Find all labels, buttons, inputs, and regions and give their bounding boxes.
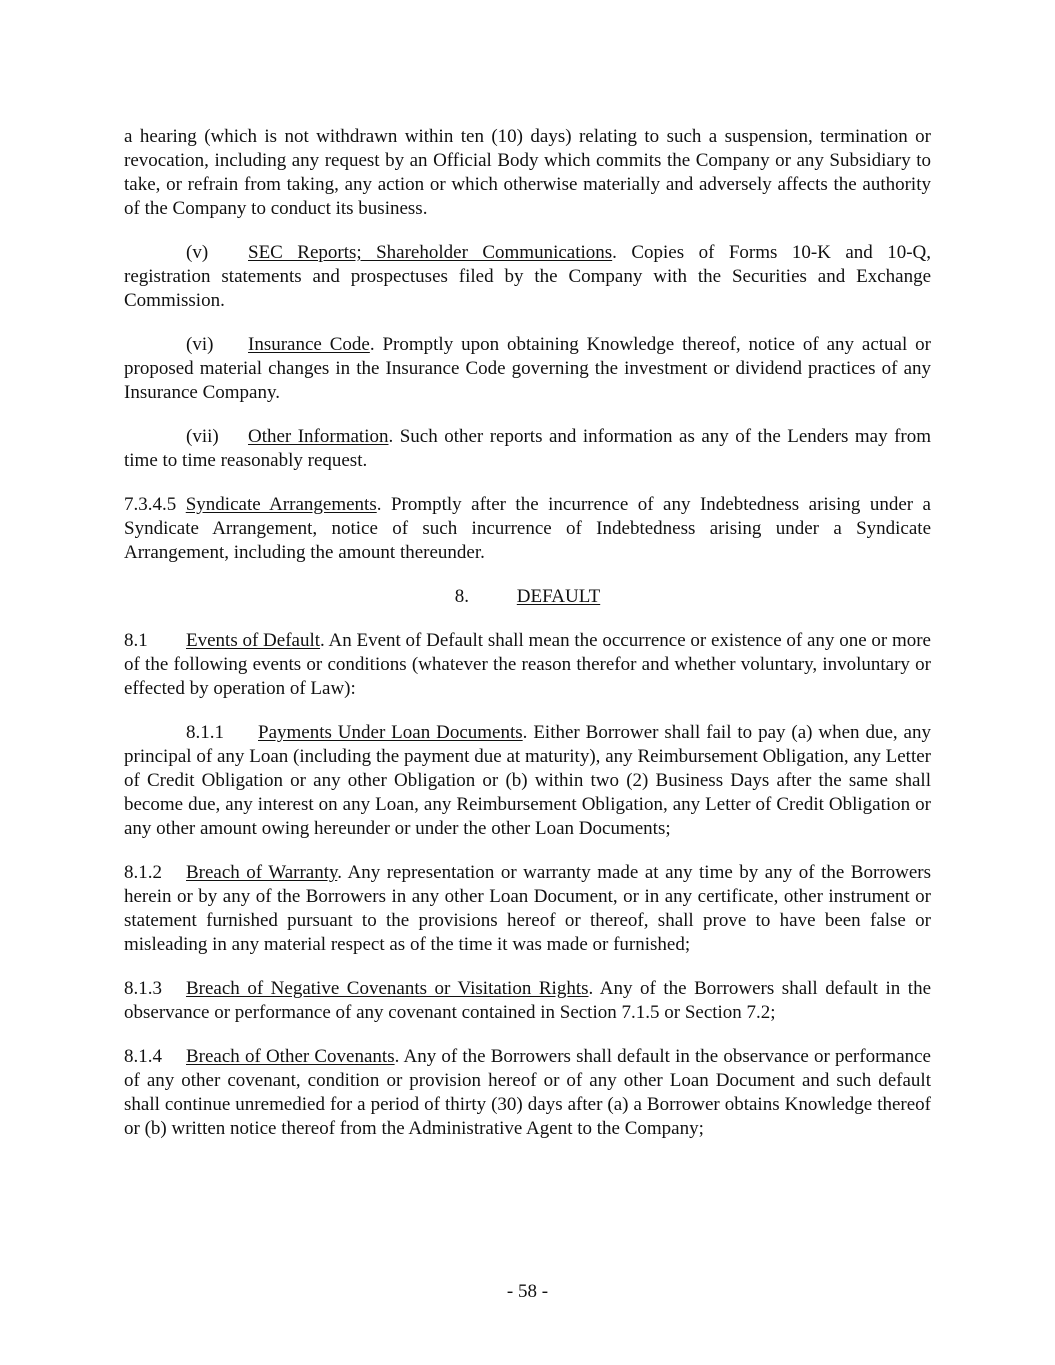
- paragraph-title: Insurance Code: [248, 334, 370, 355]
- paragraph-text: . Any representation or warranty made at any time by any of the Borrowers herein or by any of the Borrowers in any other Loan Document, or in any certificate, other instrument or statement furnished pursuant to the provisions hereof or thereof, shall prove to have been false or misleading in any material respect as of the time it was made or furnished;: [124, 862, 931, 955]
- paragraph-text: . Any of the Borrowers shall default in the observance or performance of any covenant contained in Section 7.1.5 or Section 7.2;: [124, 978, 932, 1023]
- paragraph-title: Breach of Other Covenants: [186, 1046, 395, 1067]
- document-body: [124, 125, 931, 1161]
- paragraph-7-3-4-5: [124, 493, 931, 565]
- section-heading: [124, 585, 931, 609]
- paragraph-vi: [124, 333, 931, 405]
- paragraph-text: . Copies of Forms 10-K and 10-Q, registration statements and prospectuses filed by the Company with the Securities and Exchange Commission.: [124, 242, 931, 311]
- paragraph-vii: [124, 425, 931, 473]
- paragraph-title: Breach of Negative Covenants or Visitation Rights: [186, 978, 589, 999]
- paragraph-number: 8.1.3: [124, 978, 162, 999]
- paragraph-text: . Either Borrower shall fail to pay (a) when due, any principal of any Loan (including the payment due at maturity), any Reimbursement Obligation, any Letter of Credit Obligation or any other Obligation or (b) within two (2) Business Days after the same shall become due, any interest on any Loan, any Reimbursement Obligation, any Letter of Credit Obligation or any other amount owing hereunder or under the other Loan Documents;: [124, 722, 931, 839]
- paragraph-v: [124, 241, 931, 313]
- paragraph-title: Syndicate Arrangements: [185, 494, 377, 515]
- paragraph-number: 8.1.4: [124, 1046, 162, 1067]
- section-number: 8.: [454, 586, 470, 607]
- paragraph-number: (vii): [186, 426, 219, 447]
- paragraph-8-1-3: [124, 977, 931, 1025]
- paragraph-number: (vi): [186, 334, 214, 355]
- paragraph-8-1: [124, 629, 931, 701]
- paragraph-8-1-4: [124, 1045, 931, 1141]
- paragraph-title: Breach of Warranty: [186, 862, 338, 883]
- paragraph-title: Other Information: [248, 426, 389, 447]
- paragraph-title: Payments Under Loan Documents: [258, 722, 523, 743]
- paragraph-title: SEC Reports; Shareholder Communications: [248, 242, 613, 263]
- paragraph-text: . Promptly upon obtaining Knowledge thereof, notice of any actual or proposed material changes in the Insurance Code governing the investment or dividend practices of any Insurance Company.: [124, 334, 931, 403]
- paragraph-number: 8.1.1: [186, 722, 224, 743]
- paragraph-text: . Promptly after the incurrence of any Indebtedness arising under a Syndicate Arrangement, notice of such incurrence of Indebtedness arising under a Syndicate Arrangement, including the amount thereunder.: [124, 494, 931, 563]
- paragraph-8-1-1: [124, 721, 931, 841]
- paragraph-text: . An Event of Default shall mean the occurrence or existence of any one or more of the following events or conditions (whatever the reason therefor and whether voluntary, involuntary or effected by operation of Law):: [124, 630, 931, 699]
- paragraph-continuation: a hearing (which is not withdrawn within ten (10) days) relating to such a suspension, termination or revocation, including any request by an Official Body which commits the Company or any Subsidiary to take, or refrain from taking, any action or which otherwise materially and adversely affects the authority of the Company to conduct its business.: [124, 126, 931, 219]
- paragraph-title: Events of Default: [186, 630, 321, 651]
- paragraph-8-1-2: [124, 861, 931, 957]
- page-number: - 58 -: [506, 1281, 549, 1302]
- paragraph-text: . Such other reports and information as any of the Lenders may from time to time reasonably request.: [124, 426, 932, 471]
- paragraph-text: . Any of the Borrowers shall default in the observance or performance of any other covenant, condition or provision hereof or of any other Loan Document and such default shall continue unremedied for a period of thirty (30) days after (a) a Borrower obtains Knowledge thereof or (b) written notice thereof from the Administrative Agent to the Company;: [124, 1046, 931, 1139]
- paragraph-number: 7.3.4.5: [124, 494, 177, 515]
- paragraph-number: 8.1: [124, 630, 148, 651]
- paragraph-number: 8.1.2: [124, 862, 162, 883]
- paragraph-number: (v): [186, 242, 209, 263]
- section-title: DEFAULT: [516, 586, 601, 607]
